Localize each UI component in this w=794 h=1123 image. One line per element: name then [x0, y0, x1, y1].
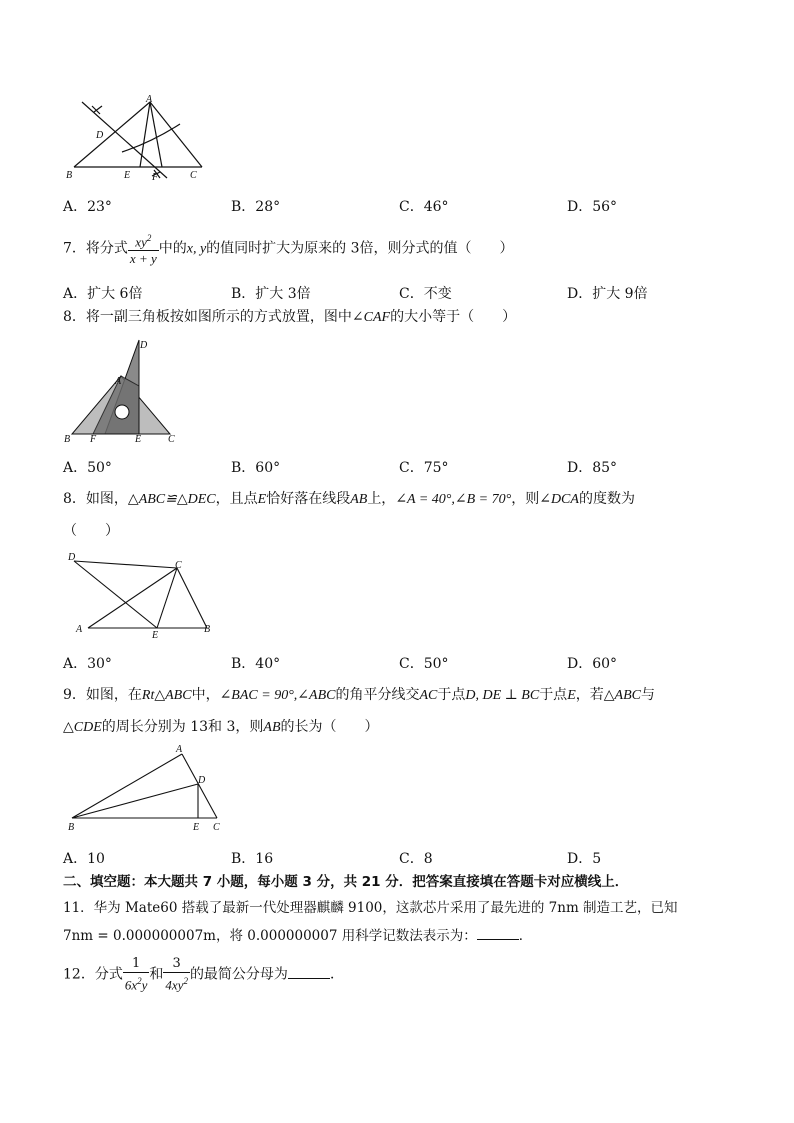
q11-line1: 11．华为 Mate60 搭载了最新一代处理器麒麟 9100，这款芯片采用了最先进的 7nm 制造工艺，已知: [63, 900, 678, 916]
q9-text-line2b: 的周长分别为 13和 3，则: [101, 719, 264, 735]
q8a-figure: [60, 336, 185, 444]
q6-label-a: A: [146, 94, 153, 105]
q7-frac-den: x + y: [129, 251, 157, 267]
q8b-label-c: C: [175, 560, 182, 571]
q8b-question-line2: （ ）: [63, 523, 119, 539]
q7-frac-num: xy: [135, 234, 147, 250]
q6-label-e: E: [124, 170, 131, 181]
q9-point-e: E: [567, 688, 576, 703]
q8b-option-c: C．50°: [399, 656, 449, 672]
q6-option-c: C．46°: [399, 199, 449, 215]
q9-text-m: 与: [640, 687, 655, 703]
q7-vars: x, y: [186, 241, 207, 257]
q7-fraction: [128, 230, 159, 267]
q9-option-b: B．16: [231, 851, 274, 867]
q9-text-a: 9．如图，在: [63, 687, 142, 703]
q6-option-b: B．28°: [231, 199, 281, 215]
q8a-label-a: A: [115, 376, 122, 387]
q7-prefix: 7．将分式: [63, 240, 128, 257]
q12-fraction-2: [163, 956, 190, 993]
q9-text-line2d: 的长为（ ）: [280, 719, 379, 735]
q12-question: [63, 956, 344, 993]
q9-triangle-cde: △CDE: [63, 720, 102, 735]
q9-figure: [62, 740, 230, 836]
q12-mid: 和: [149, 966, 164, 983]
q11-answer-blank[interactable]: [477, 927, 519, 940]
q8a-question: [63, 308, 516, 327]
q6-option-a: A．23°: [63, 199, 112, 215]
q7-question: [63, 230, 514, 267]
q12-end: ．: [329, 966, 344, 983]
q12-f2-den-sup: 2: [183, 976, 188, 986]
q9-text-c: 中，: [191, 687, 220, 703]
q12-f1-den-sup: 2: [137, 976, 142, 986]
q8a-angle: ∠CAF: [351, 310, 391, 325]
q9-label-e: E: [193, 822, 200, 833]
q9-angles: ∠BAC = 90°,∠ABC: [219, 688, 336, 703]
q12-f1-den-tail: y: [141, 977, 148, 993]
q8a-option-b: B．60°: [231, 460, 281, 476]
q6-option-d: D．56°: [567, 199, 618, 215]
q7-suffix: 的值同时扩大为原来的 3倍，则分式的值（ ）: [206, 240, 514, 257]
q12-f2-den: 4xy: [165, 977, 184, 993]
q7-frac-num-sup: 2: [146, 233, 152, 243]
q8b-option-d: D．60°: [567, 656, 618, 672]
q7-option-d: D．扩大 9倍: [567, 286, 648, 302]
q8a-label-c: C: [168, 434, 175, 444]
q9-segment-ac: AC: [419, 688, 438, 703]
section-heading: 二、填空题：本大题共 7 小题，每小题 3 分，共 21 分．把答案直接填在答题卡对应横线上．: [63, 874, 629, 890]
q12-f1-den: 6x: [124, 977, 138, 993]
q9-option-c: C．8: [399, 851, 433, 867]
q7-option-b: B．扩大 3倍: [231, 286, 311, 302]
q12-prefix: 12．分式: [63, 966, 123, 983]
q8b-label-b: B: [204, 624, 211, 635]
q8a-label-b: B: [64, 434, 71, 444]
q8b-point-e: E: [257, 492, 267, 507]
q7-middle: 中的: [158, 240, 187, 257]
q8b-segment-ab: AB: [350, 492, 368, 507]
q9-label-a: A: [176, 744, 183, 755]
q12-fraction-1: [123, 956, 150, 993]
q9-text-i: 于点: [539, 687, 568, 703]
q9-question-line1: [63, 686, 655, 705]
q8b-label-e: E: [152, 630, 159, 640]
q8b-text-a: 8．如图，: [63, 491, 128, 507]
q8a-suffix: 的大小等于（ ）: [390, 309, 517, 325]
q6-label-d: D: [96, 130, 104, 141]
q9-text-g: 于点: [437, 687, 466, 703]
q9-triangle-abc: △ABC: [603, 688, 641, 703]
q11-end: ．: [518, 928, 533, 944]
q8b-label-a: A: [76, 624, 83, 635]
q6-label-b: B: [66, 170, 73, 181]
q6-label-f: F: [152, 172, 159, 183]
q9-label-d: D: [198, 775, 206, 786]
q8a-option-a: A．50°: [63, 460, 112, 476]
q12-suffix: 的最简公分母为: [189, 966, 288, 983]
q8b-label-d: D: [68, 552, 76, 563]
q8b-question-line1: [63, 490, 635, 509]
q9-text-e: 的角平分线交: [335, 687, 420, 703]
q9-triangle: Rt△ABC: [141, 688, 192, 703]
q8b-text-k: 的度数为: [578, 491, 635, 507]
q8a-prefix: 8．将一副三角板按如图所示的方式放置，图中: [63, 309, 352, 325]
q8b-text-e: 恰好落在线段: [266, 491, 351, 507]
q7-option-a: A．扩大 6倍: [63, 286, 143, 302]
q9-text-k: ，若: [575, 687, 604, 703]
q8b-angle-dca: ∠DCA: [539, 492, 579, 507]
q9-segment-ab: AB: [263, 720, 281, 735]
q8b-text-i: ，则: [511, 491, 540, 507]
q8a-option-c: C．75°: [399, 460, 449, 476]
q12-f1-num: 1: [123, 956, 150, 973]
q9-label-c: C: [213, 822, 220, 833]
q8a-label-f: F: [90, 434, 97, 444]
q9-perp: D, DE ⊥ BC: [465, 688, 540, 703]
q11-line2: [63, 927, 532, 945]
q11-equation: 7nm = 0.000000007m: [63, 928, 216, 944]
q8b-text-g: 上，: [367, 491, 396, 507]
q9-label-b: B: [68, 822, 75, 833]
q8b-congruence: △ABC≌△DEC: [127, 492, 216, 507]
q8a-label-d: D: [140, 340, 148, 351]
q8a-option-d: D．85°: [567, 460, 618, 476]
q8b-option-a: A．30°: [63, 656, 112, 672]
q8a-label-e: E: [135, 434, 142, 444]
q9-option-a: A．10: [63, 851, 105, 867]
q11-text: ，将 0.000000007 用科学记数法表示为：: [215, 928, 477, 944]
q6-label-c: C: [190, 170, 197, 181]
q12-f2-num: 3: [163, 956, 190, 973]
q7-option-c: C．不变: [399, 286, 452, 302]
q8b-text-c: ，且点: [215, 491, 258, 507]
q12-answer-blank[interactable]: [288, 966, 330, 979]
q8b-figure: [62, 548, 222, 640]
q8b-angles: ∠A = 40°,∠B = 70°: [395, 492, 512, 507]
q9-option-d: D．5: [567, 851, 602, 867]
q9-question-line2: [63, 718, 379, 737]
q6-figure: [62, 92, 212, 184]
q8b-option-b: B．40°: [231, 656, 281, 672]
